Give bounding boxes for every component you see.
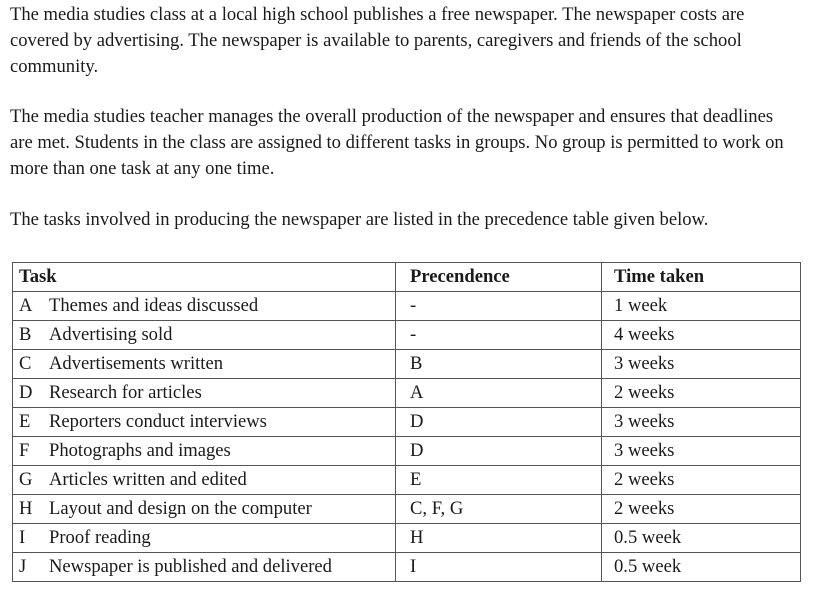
time-cell: 1 week	[602, 292, 801, 321]
task-letter: H	[19, 498, 33, 519]
header-task: Task	[13, 263, 396, 292]
time-cell: 3 weeks	[602, 408, 801, 437]
precedence-cell: C, F, G	[396, 495, 602, 524]
table-row	[13, 437, 801, 466]
task-letter: D	[19, 382, 33, 403]
precedence-cell: B	[396, 350, 602, 379]
task-letter: E	[19, 411, 31, 432]
precedence-cell: H	[396, 524, 602, 553]
task-cell	[13, 524, 396, 553]
task-cell	[13, 495, 396, 524]
table-row	[13, 321, 801, 350]
time-cell: 2 weeks	[602, 466, 801, 495]
task-cell	[13, 553, 396, 582]
task-cell	[13, 408, 396, 437]
table-row	[13, 379, 801, 408]
table-row	[13, 350, 801, 379]
table-intro-paragraph: The tasks involved in producing the newspaper are listed in the precedence table given below.	[10, 209, 709, 230]
table-row	[13, 408, 801, 437]
time-cell: 2 weeks	[602, 379, 801, 408]
precedence-cell: I	[396, 553, 602, 582]
precedence-cell: A	[396, 379, 602, 408]
time-cell: 3 weeks	[602, 350, 801, 379]
task-description: Layout and design on the computer	[49, 498, 312, 519]
time-cell: 3 weeks	[602, 437, 801, 466]
time-cell: 0.5 week	[602, 524, 801, 553]
task-cell	[13, 437, 396, 466]
table-row	[13, 553, 801, 582]
precedence-cell: -	[396, 321, 602, 350]
task-letter: J	[19, 556, 27, 577]
precedence-cell: E	[396, 466, 602, 495]
task-description: Themes and ideas discussed	[49, 295, 259, 316]
task-letter: B	[19, 324, 32, 345]
task-cell	[13, 292, 396, 321]
table-header-row	[13, 263, 801, 292]
task-cell	[13, 379, 396, 408]
precedence-table	[12, 262, 801, 582]
task-description: Reporters conduct interviews	[49, 411, 267, 432]
time-cell: 4 weeks	[602, 321, 801, 350]
task-description: Newspaper is published and delivered	[49, 556, 332, 577]
teacher-paragraph: The media studies teacher manages the overall production of the newspaper and ensures that deadlines are met. Students in the class are assigned to different tasks in groups. No group is permitted to work on more than one task at any one time.	[10, 106, 784, 179]
task-description: Articles written and edited	[49, 469, 247, 490]
task-cell	[13, 350, 396, 379]
task-description: Photographs and images	[49, 440, 231, 461]
task-cell	[13, 466, 396, 495]
table-row	[13, 466, 801, 495]
task-description: Research for articles	[49, 382, 202, 403]
precedence-cell: D	[396, 408, 602, 437]
precedence-cell: D	[396, 437, 602, 466]
precedence-cell: -	[396, 292, 602, 321]
table-row	[13, 292, 801, 321]
table-row	[13, 524, 801, 553]
task-description: Advertisements written	[49, 353, 224, 374]
task-letter: A	[19, 295, 33, 316]
task-description: Advertising sold	[49, 324, 173, 345]
task-cell	[13, 321, 396, 350]
task-description: Proof reading	[49, 527, 151, 548]
header-time-taken: Time taken	[602, 263, 801, 292]
header-precedence: Precendence	[396, 263, 602, 292]
intro-paragraph: The media studies class at a local high school publishes a free newspaper. The newspaper costs are covered by advertising. The newspaper is available to parents, caregivers and friends of the school community.	[10, 4, 745, 77]
time-cell: 2 weeks	[602, 495, 801, 524]
table-row	[13, 495, 801, 524]
task-letter: F	[19, 440, 30, 461]
time-cell: 0.5 week	[602, 553, 801, 582]
task-letter: I	[19, 527, 26, 548]
task-letter: G	[19, 469, 33, 490]
task-letter: C	[19, 353, 32, 374]
